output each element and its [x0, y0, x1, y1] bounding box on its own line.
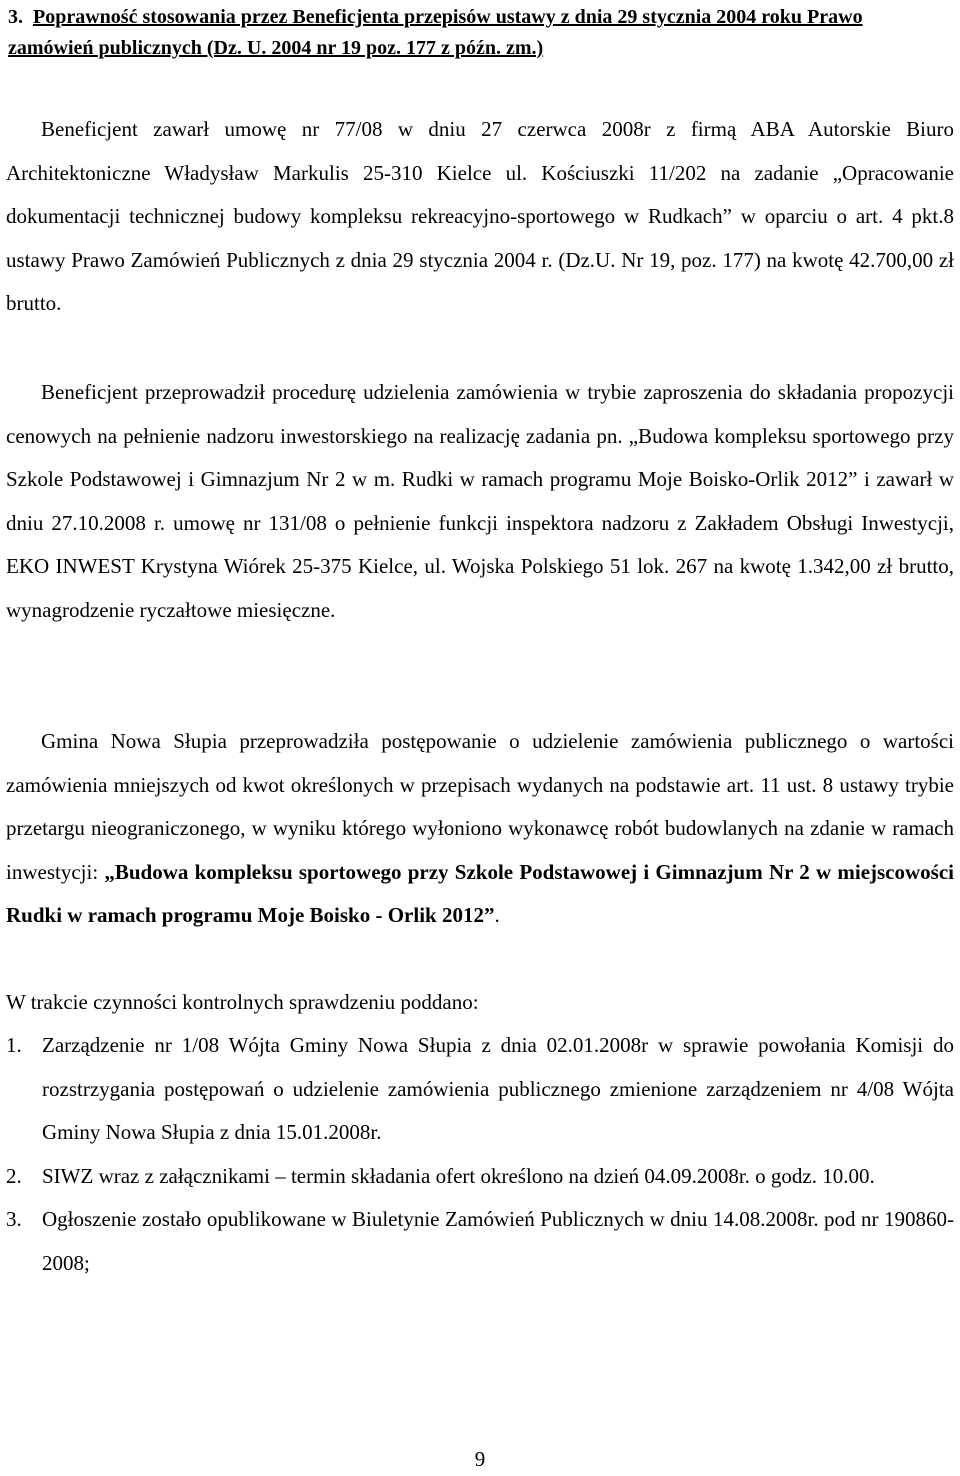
reviewed-documents-list — [6, 1024, 954, 1285]
list-item — [6, 1198, 954, 1285]
page-number: 9 — [474, 1447, 486, 1471]
paragraph-supervision-procedure: Beneficjent przeprowadził procedurę udzielenia zamówienia w trybie zaproszenia do składania propozycji cenowych na pełnienie nadzoru inwestorskiego na realizację zadania pn. „Budowa kompleksu sportowego przy Szkole Podstawowej i Gimnazjum Nr 2 w m. Rudki w ramach programu Moje Boisko-Orlik 2012” i zawarł w dniu 27.10.2008 r. umowę nr 131/08 o pełnienie funkcji inspektora nadzoru z Zakładem Obsługi Inwestycji, EKO INWEST Krystyna Wiórek 25-375 Kielce, ul. Wojska Polskiego 51 lok. 267 na kwotę 1.342,00 zł brutto, wynagrodzenie ryczałtowe miesięczne. — [6, 380, 954, 622]
paragraph-tender-procedure — [6, 720, 954, 938]
list-item-number: 2. — [6, 1163, 22, 1188]
list-item-text: SIWZ wraz z załącznikami – termin składania ofert określono na dzień 04.09.2008r. o godz. 10.00. — [42, 1163, 875, 1188]
list-item-number: 1. — [6, 1033, 22, 1057]
list-item — [6, 1024, 954, 1155]
list-item — [6, 1155, 954, 1199]
list-item-text: Zarządzenie nr 1/08 Wójta Gminy Nowa Słupia z dnia 02.01.2008r w sprawie powołania Komisji do rozstrzygania postępowań o udzielenie zamówienia publicznego zmienione zarządzeniem nr 4/08 Wójta Gminy Nowa Słupia z dnia 15.01.2008r. — [42, 1033, 954, 1144]
paragraph-tender-text: Gmina Nowa Słupia przeprowadziła postępowanie o udzielenie zamówienia publicznego o wartości zamówienia mniejszych od kwot określonych w przepisach wydanych na podstawie art. 11 ust. 8 ustawy trybie przetargu nieograniczonego, w wyniku którego wyłoniono wykonawcę robót budowlanych na zdanie w ramach inwestycji: — [6, 729, 954, 884]
paragraph-tender-end: . — [494, 903, 500, 927]
list-item-text: Ogłoszenie zostało opublikowane w Biuletynie Zamówień Publicznych w dniu 14.08.2008r. pod nr 190860-2008; — [42, 1207, 954, 1275]
section-number: 3. — [8, 6, 23, 28]
paragraph-contract-aba: Beneficjent zawarł umowę nr 77/08 w dniu 27 czerwca 2008r z firmą ABA Autorskie Biuro Architektoniczne Władysław Markulis 25-310 Kielce ul. Kościuszki 11/202 na zadanie „Opracowanie dokumentacji technicznej budowy kompleksu rekreacyjno-sportowego w Rudkach” w oparciu o art. 4 pkt.8 ustawy Prawo Zamówień Publicznych z dnia 29 stycznia 2004 r. (Dz.U. Nr 19, poz. 177) na kwotę 42.700,00 zł brutto. — [6, 117, 954, 315]
section-title: Poprawność stosowania przez Beneficjenta przepisów ustawy z dnia 29 stycznia 2004 roku Prawo zamówień publicznych (Dz. U. 2004 nr 19 poz. 177 z późn. zm.) — [8, 6, 863, 59]
section-heading — [8, 2, 953, 64]
investment-name: „Budowa kompleksu sportowego przy Szkole Podstawowej i Gimnazjum Nr 2 w miejscowości Rudki w ramach programu Moje Boisko - Orlik 2012” — [6, 859, 954, 927]
list-item-number: 3. — [6, 1207, 22, 1231]
paragraph-review-intro: W trakcie czynności kontrolnych sprawdzeniu poddano: — [6, 990, 479, 1014]
